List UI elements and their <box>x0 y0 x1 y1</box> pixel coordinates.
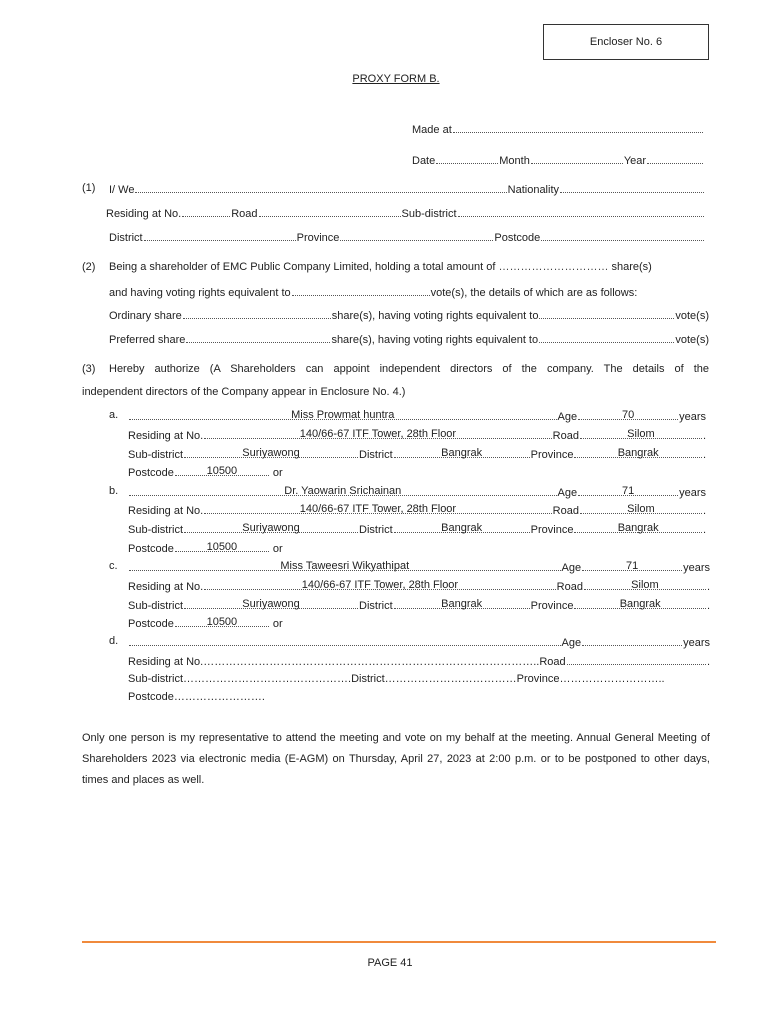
preferred-voting-text: share(s), having voting rights equivalent to <box>331 334 539 346</box>
ordinary-share-label: Ordinary share <box>109 310 182 322</box>
or-label: or <box>272 467 283 479</box>
line-end: . <box>702 524 706 536</box>
or-label: or <box>272 618 283 630</box>
district-label: District <box>359 449 393 461</box>
made-at-label: Made at <box>412 124 452 136</box>
form-title: PROXY FORM B. <box>352 73 440 85</box>
road-label: Road <box>556 581 583 593</box>
line-end: . <box>702 505 706 517</box>
director-a-subdistrict: Suriyawong <box>242 447 300 459</box>
i-we-label: I/ We <box>109 184 135 196</box>
enclosure-label: Encloser No. 6 <box>589 36 663 48</box>
director-a-postcode-row <box>128 465 328 481</box>
director-a-district-row <box>128 447 706 463</box>
director-a-address-row <box>128 428 706 444</box>
director-c-postcode: 10500 <box>206 616 238 628</box>
year-label: Year <box>623 155 647 167</box>
director-b-age-field[interactable] <box>578 485 678 496</box>
line-end: . <box>706 600 710 612</box>
voting-rights-row <box>109 285 705 301</box>
director-c-name: Miss Taweesri Wikyathipat <box>280 560 410 572</box>
director-b-address: 140/66-67 ITF Tower, 28th Floor <box>299 503 457 515</box>
section1-number: (1) <box>82 182 96 194</box>
province-label: Province <box>530 600 574 612</box>
director-b-address-row <box>128 503 706 519</box>
director-a-postcode-field[interactable] <box>175 465 269 476</box>
director-c-address-field[interactable] <box>204 579 555 590</box>
preferred-votes-field[interactable] <box>539 332 674 343</box>
director-a-district: Bangrak <box>441 447 483 459</box>
director-d-road-field[interactable] <box>567 654 706 665</box>
director-c-age-field[interactable] <box>582 560 682 571</box>
made-at-row <box>412 122 704 138</box>
postcode-label: Postcode <box>128 618 174 630</box>
director-b-district-row <box>128 522 706 538</box>
director-b-age: 71 <box>621 485 635 497</box>
director-c-road: Silom <box>631 579 659 591</box>
director-b-postcode-row <box>128 541 328 557</box>
director-a-postcode: 10500 <box>206 465 238 477</box>
line-end: . <box>702 430 706 442</box>
director-a-province: Bangrak <box>617 447 659 459</box>
postcode-label: Postcode <box>128 543 174 555</box>
province-field[interactable] <box>340 230 493 241</box>
age-label: Age <box>561 637 582 649</box>
total-shares-text: Being a shareholder of EMC Public Company Limited, holding a total amount of <box>109 261 496 273</box>
director-c-address: 140/66-67 ITF Tower, 28th Floor <box>301 579 459 591</box>
road-label: Road <box>552 430 579 442</box>
month-field[interactable] <box>531 153 623 164</box>
director-b-district: Bangrak <box>441 522 483 534</box>
years-label: years <box>683 637 710 649</box>
address-row <box>106 206 705 222</box>
director-b-road-field[interactable] <box>580 503 702 514</box>
voting-rights-field[interactable] <box>292 285 430 296</box>
residing-label: Residing at No. <box>106 208 182 220</box>
director-b-subdistrict: Suriyawong <box>242 522 300 534</box>
director-c-subdistrict-field[interactable] <box>184 598 358 609</box>
director-c-letter: c. <box>109 560 118 572</box>
ordinary-share-field[interactable] <box>183 308 331 319</box>
director-b-name: Dr. Yaowarin Srichainan <box>284 485 402 497</box>
sub-district-field[interactable] <box>458 206 704 217</box>
director-d-name-field[interactable] <box>129 635 561 646</box>
director-d-age-field[interactable] <box>582 635 682 646</box>
director-c-age: 71 <box>625 560 639 572</box>
province-label: Province <box>530 524 574 536</box>
director-d-postcode-line[interactable]: Postcode……………………. <box>128 691 265 703</box>
preferred-share-label: Preferred share <box>109 334 186 346</box>
director-d-letter: d. <box>109 635 119 647</box>
voting-rights-text: and having voting rights equivalent to <box>109 287 291 299</box>
road-label: Road <box>552 505 579 517</box>
month-label: Month <box>499 155 530 167</box>
district-field[interactable] <box>144 230 296 241</box>
director-a-province-field[interactable] <box>574 447 702 458</box>
district-label: District <box>109 232 143 244</box>
years-label: years <box>683 562 710 574</box>
director-c-province: Bangrak <box>619 598 661 610</box>
director-a-name-field[interactable] <box>129 409 557 420</box>
name-row <box>109 182 705 198</box>
director-b-letter: b. <box>109 485 119 497</box>
director-c-name-row <box>128 560 710 576</box>
director-c-province-field[interactable] <box>574 598 706 609</box>
date-row <box>412 153 704 169</box>
age-label: Age <box>561 562 582 574</box>
closing-paragraph: Only one person is my representative to attend the meeting and vote on my behalf at the meeting. Annual General Meeting of Shareholders 2023 via electronic media (E-AGM) on Thursday, April 27, 2023 at 2:00 p.m. or to be postponed to other days, times and places as well. <box>82 732 710 786</box>
director-d-sub-line[interactable]: Sub-district……………………………………….District………………………………Province……………………….. <box>128 673 665 685</box>
director-b-name-field[interactable] <box>129 485 557 496</box>
postcode-field[interactable] <box>541 230 704 241</box>
director-a-age-field[interactable] <box>578 409 678 420</box>
residing-label: Residing at No. <box>128 505 204 517</box>
director-c-postcode-field[interactable] <box>175 616 269 627</box>
director-b-road: Silom <box>627 503 655 515</box>
director-a-subdistrict-field[interactable] <box>184 447 358 458</box>
nationality-label: Nationality <box>507 184 559 196</box>
year-field[interactable] <box>647 153 703 164</box>
section2-number: (2) <box>82 261 96 273</box>
preferred-share-row <box>109 332 709 348</box>
total-shares-field[interactable]: ………………………… <box>498 261 609 273</box>
director-b-address-field[interactable] <box>204 503 551 514</box>
footer-rule <box>82 941 716 943</box>
director-d-residing-line[interactable]: Residing at No.………………………………………………………………………………..Road <box>128 656 566 668</box>
province-label: Province <box>296 232 340 244</box>
residing-label: Residing at No. <box>128 581 204 593</box>
director-a-letter: a. <box>109 409 119 421</box>
director-c-postcode-row <box>128 616 328 632</box>
director-c-name-field[interactable] <box>129 560 561 571</box>
director-b-postcode-field[interactable] <box>175 541 269 552</box>
director-c-address-row <box>128 579 710 595</box>
sub-district-label: Sub-district <box>128 524 184 536</box>
director-b-district-field[interactable] <box>394 522 530 533</box>
road-label: Road <box>231 208 258 220</box>
years-label: years <box>679 487 706 499</box>
ordinary-votes-label: vote(s) <box>675 310 709 322</box>
director-a-age: 70 <box>621 409 635 421</box>
total-shares-suffix: share(s) <box>611 261 652 273</box>
preferred-share-field[interactable] <box>186 332 330 343</box>
age-label: Age <box>557 411 578 423</box>
date-field[interactable] <box>436 153 498 164</box>
sub-district-label: Sub-district <box>401 208 457 220</box>
director-c-road-field[interactable] <box>584 579 706 590</box>
director-c-subdistrict: Suriyawong <box>242 598 300 610</box>
enclosure-label-box <box>543 24 709 60</box>
page-number: PAGE 41 <box>367 957 413 969</box>
postcode-label: Postcode <box>128 467 174 479</box>
ordinary-votes-field[interactable] <box>539 308 674 319</box>
district-label: District <box>359 524 393 536</box>
director-b-name-row <box>128 485 706 501</box>
director-a-name: Miss Prowmat huntra <box>291 409 395 421</box>
section3-text-line2: independent directors of the Company appear in Enclosure No. 4.) <box>82 386 406 398</box>
or-label: or <box>272 543 283 555</box>
sub-district-label: Sub-district <box>128 449 184 461</box>
director-a-road-field[interactable] <box>580 428 702 439</box>
director-a-district-field[interactable] <box>394 447 530 458</box>
section3-text-line1: Hereby authorize (A Shareholders can appoint independent directors of the company. The details of the <box>109 363 709 375</box>
director-c-district-field[interactable] <box>394 598 530 609</box>
director-a-address: 140/66-67 ITF Tower, 28th Floor <box>299 428 457 440</box>
preferred-votes-label: vote(s) <box>675 334 709 346</box>
province-label: Province <box>530 449 574 461</box>
director-b-postcode: 10500 <box>206 541 238 553</box>
director-d-name-row <box>128 635 710 651</box>
years-label: years <box>679 411 706 423</box>
sub-district-label: Sub-district <box>128 600 184 612</box>
name-field[interactable] <box>135 182 506 193</box>
district-row <box>109 230 705 246</box>
section3-number: (3) <box>82 363 96 375</box>
ordinary-voting-text: share(s), having voting rights equivalent to <box>331 310 539 322</box>
age-label: Age <box>557 487 578 499</box>
residing-label: Residing at No. <box>128 430 204 442</box>
director-b-province: Bangrak <box>617 522 659 534</box>
director-d-address-row <box>128 654 710 670</box>
postcode-label: Postcode <box>494 232 541 244</box>
line-end: . <box>706 581 710 593</box>
nationality-field[interactable] <box>560 182 704 193</box>
director-b-subdistrict-field[interactable] <box>184 522 358 533</box>
director-c-district-row <box>128 598 710 614</box>
road-field[interactable] <box>259 206 401 217</box>
director-a-address-field[interactable] <box>204 428 551 439</box>
date-label: Date <box>412 155 436 167</box>
director-a-name-row <box>128 409 706 425</box>
residing-field[interactable] <box>182 206 230 217</box>
director-c-district: Bangrak <box>441 598 483 610</box>
made-at-field[interactable] <box>453 122 703 133</box>
district-label: District <box>359 600 393 612</box>
ordinary-share-row <box>109 308 709 324</box>
line-end: . <box>702 449 706 461</box>
director-b-province-field[interactable] <box>574 522 702 533</box>
director-a-road: Silom <box>627 428 655 440</box>
line-end: . <box>706 656 710 668</box>
total-shares-row <box>109 261 705 277</box>
voting-rights-suffix: vote(s), the details of which are as follows: <box>430 287 638 299</box>
